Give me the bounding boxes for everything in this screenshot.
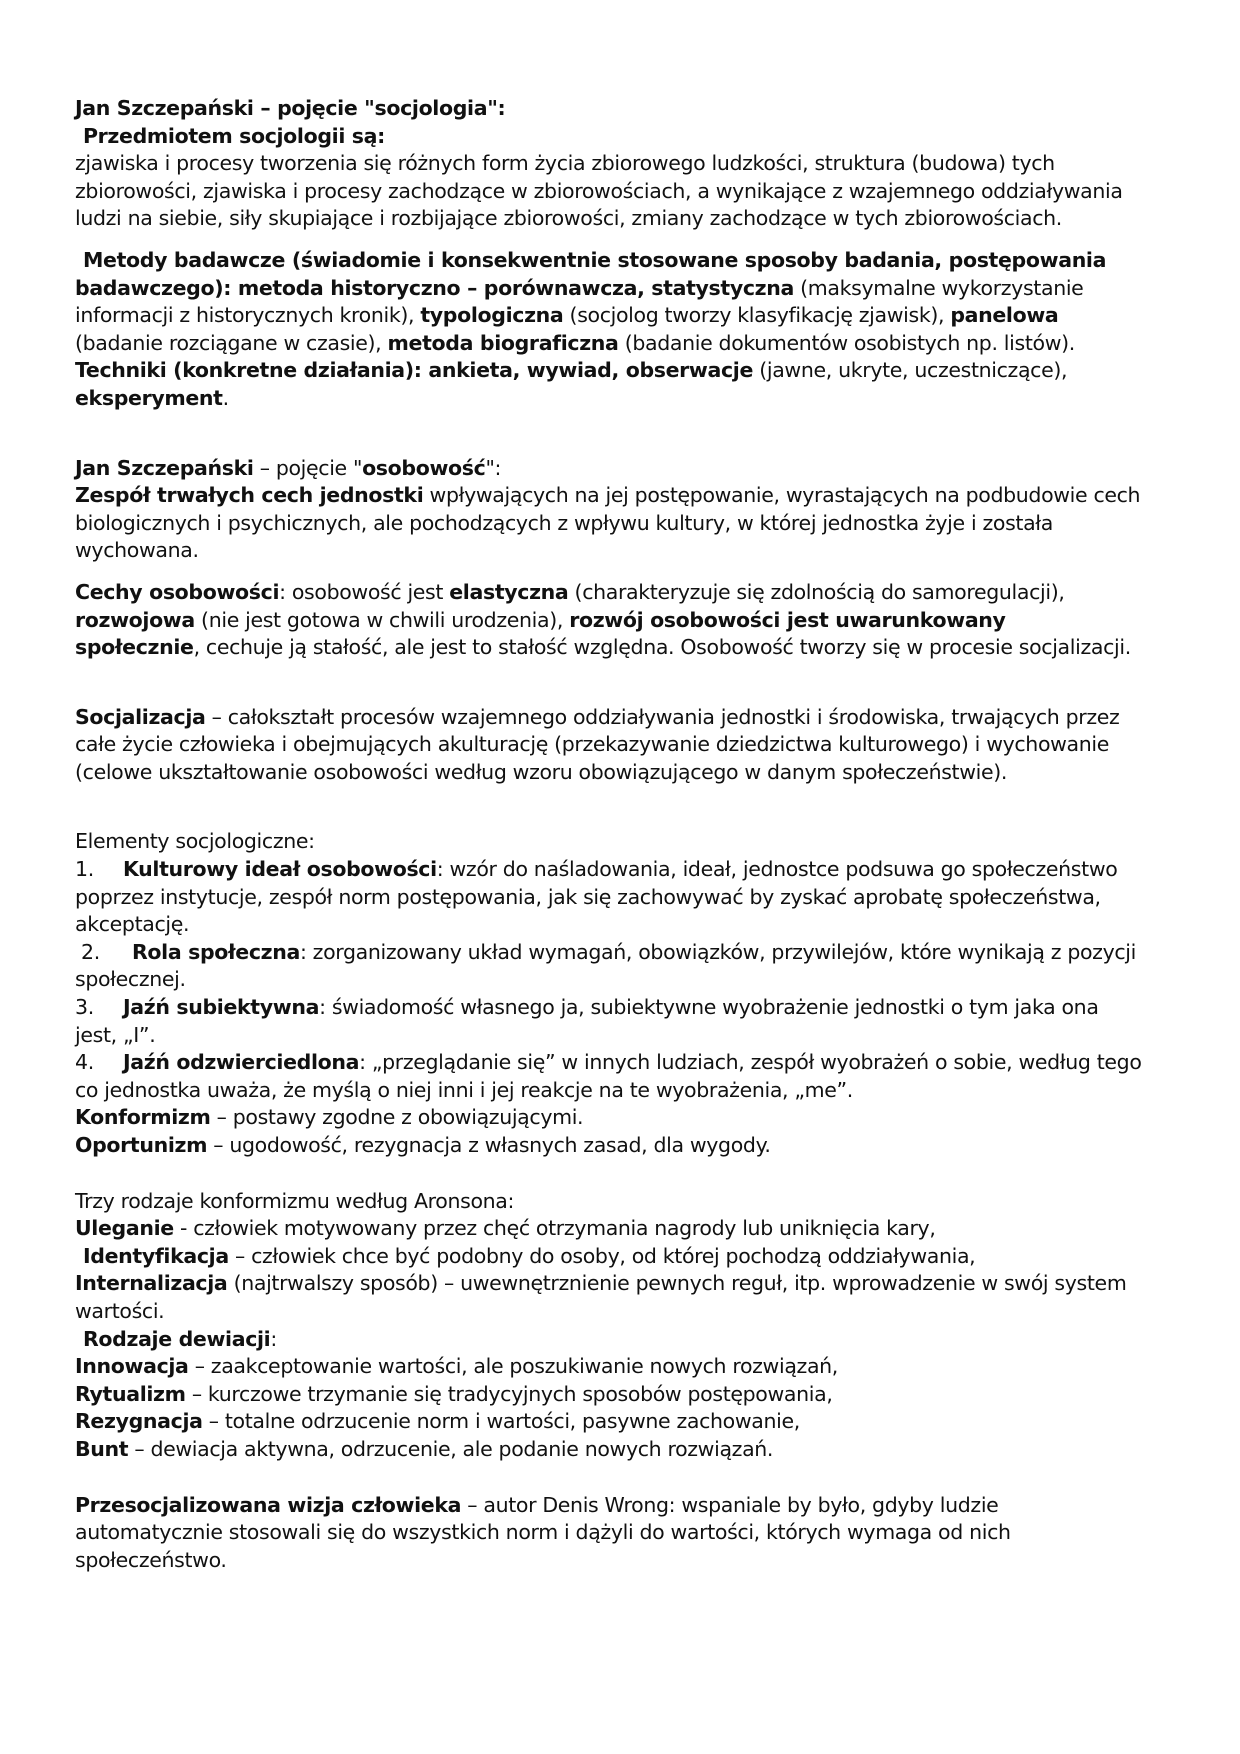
plain-text: : xyxy=(270,1326,277,1351)
paragraph-line: akceptację. xyxy=(75,912,190,937)
plain-text: – człowiek chce być podobny do osoby, od której pochodzą oddziaływania, xyxy=(228,1243,976,1268)
paragraph-line xyxy=(75,1492,1175,1520)
plain-text: : zorganizowany układ wymagań, obowiązków, przywilejów, które wynikają z pozycji xyxy=(299,939,1136,964)
plain-text: ": xyxy=(485,455,502,480)
plain-text: : osobowość jest xyxy=(279,579,450,604)
plain-text: : świadomość własnego ja, subiektywne wyobrażenie jednostki o tym jaka ona xyxy=(319,995,1099,1020)
bold-term: społecznie xyxy=(75,635,194,660)
plain-text: (badanie dokumentów osobistych np. listów). xyxy=(618,330,1075,355)
paragraph-line xyxy=(75,302,1175,330)
bold-term: rozwojowa xyxy=(75,607,195,632)
paragraph-line xyxy=(75,330,1175,358)
plain-text: – pojęcie " xyxy=(253,455,363,480)
list-number: 3. xyxy=(75,995,94,1020)
subject-heading: Przedmiotem socjologii są: xyxy=(83,123,385,148)
section-konformizm xyxy=(75,1188,1175,1464)
paragraph-line xyxy=(75,634,1175,662)
paragraph-line xyxy=(75,1326,1175,1354)
bold-term: Uleganie xyxy=(75,1216,174,1241)
list-number: 4. xyxy=(75,1050,94,1075)
bold-term: Internalizacja xyxy=(75,1271,228,1296)
paragraph-line: społeczeństwo. xyxy=(75,1547,227,1572)
plain-text: (jawne, ukryte, uczestniczące), xyxy=(753,358,1068,383)
bold-term: Rytualizm xyxy=(75,1381,186,1406)
section-heading: Elementy socjologiczne: xyxy=(75,829,315,854)
paragraph-line xyxy=(75,1215,1175,1243)
plain-text: (charakteryzuje się zdolnością do samoregulacji), xyxy=(568,579,1065,604)
paragraph-line xyxy=(75,1381,1175,1409)
paragraph-line xyxy=(75,482,1175,510)
author-name: Jan Szczepański xyxy=(75,455,254,480)
section-cechy xyxy=(75,579,1175,662)
plain-text: – zaakceptowanie wartości, ale poszukiwanie nowych rozwiązań, xyxy=(188,1354,838,1379)
plain-text: (maksymalne wykorzystanie xyxy=(793,275,1084,300)
section-heading: Trzy rodzaje konformizmu według Aronsona: xyxy=(75,1188,515,1213)
plain-text: (badanie rozciągane w czasie), xyxy=(75,330,388,355)
plain-text: – całokształt procesów wzajemnego oddziaływania jednostki i środowiska, trwających przez xyxy=(205,704,1120,729)
author-name: Jan Szczepański xyxy=(75,96,254,120)
paragraph-line xyxy=(75,579,1175,607)
bold-term: Socjalizacja xyxy=(75,704,206,729)
section-title xyxy=(75,95,1175,123)
bold-term: Oportunizm xyxy=(75,1133,208,1157)
bold-term: elastyczna xyxy=(449,579,569,604)
paragraph-line: społecznej. xyxy=(75,967,186,992)
section-metody xyxy=(75,247,1175,413)
paragraph-line xyxy=(75,607,1175,635)
list-item xyxy=(75,939,1175,967)
paragraph-line xyxy=(75,1408,1175,1436)
section-socjalizacja xyxy=(75,704,1175,787)
bold-term: Jaźń subiektywna xyxy=(123,995,320,1020)
bold-term: Przesocjalizowana wizja człowieka xyxy=(75,1492,462,1517)
plain-text: . xyxy=(222,385,229,410)
bold-term: Techniki (konkretne działania): ankieta, wywiad, obserwacje xyxy=(75,358,754,383)
list-number: 1. xyxy=(75,857,94,882)
bold-term: Kulturowy ideał osobowości xyxy=(123,857,437,882)
paragraph-line xyxy=(75,1436,1175,1464)
bold-term: typologiczna xyxy=(420,303,564,328)
plain-text: informacji z historycznych kronik), xyxy=(75,303,421,328)
paragraph-line: (celowe ukształtowanie osobowości według wzoru obowiązującego w danym społeczeństwie). xyxy=(75,759,1008,784)
document-page xyxy=(75,95,1175,1574)
list-item xyxy=(75,856,1175,884)
list-item xyxy=(75,1049,1175,1077)
bold-term: Jaźń odzwierciedlona xyxy=(123,1050,360,1075)
paragraph-line xyxy=(75,385,1175,413)
bold-term: rozwój osobowości jest uwarunkowany xyxy=(569,607,1006,632)
plain-text: – ugodowość, rezygnacja z własnych zasad, dla wygody. xyxy=(207,1133,771,1157)
section-przesocjalizowana xyxy=(75,1492,1175,1575)
plain-text: – postawy zgodne z obowiązującymi. xyxy=(210,1105,584,1130)
plain-text: : wzór do naśladowania, ideał, jednostce podsuwa go społeczeństwo xyxy=(436,857,1118,882)
bold-term: metoda biograficzna xyxy=(387,330,619,355)
paragraph-line xyxy=(75,1132,1175,1160)
paragraph-line xyxy=(75,275,1175,303)
bold-term: Rezygnacja xyxy=(75,1409,203,1434)
paragraph-line xyxy=(75,1104,1175,1132)
paragraph-line: automatycznie stosowali się do wszystkich norm i dążyli do wartości, których wymaga od nich xyxy=(75,1520,1011,1545)
plain-text: (najtrwalszy sposób) – uwewnętrznienie pewnych reguł, itp. wprowadzenie w swój system xyxy=(227,1271,1127,1296)
paragraph-line: wychowana. xyxy=(75,538,199,563)
paragraph-line: jest, „I”. xyxy=(75,1022,156,1047)
bold-term: osobowość xyxy=(362,455,486,480)
title-rest: – pojęcie "socjologia": xyxy=(253,96,506,120)
list-item xyxy=(75,994,1175,1022)
paragraph-line: zbiorowości, zjawiska i procesy zachodzące w zbiorowościach, a wynikające z wzajemnego oddziaływania xyxy=(75,178,1123,203)
bold-term: Konformizm xyxy=(75,1105,211,1130)
section-title xyxy=(75,455,1175,483)
section-socjologia xyxy=(75,95,1175,233)
paragraph-line xyxy=(75,1353,1175,1381)
methods-heading: Metody badawcze (świadomie i konsekwentnie stosowane sposoby badania, postępowania xyxy=(83,247,1107,272)
section-elementy xyxy=(75,828,1175,1159)
paragraph-line: poprzez instytucje, zespół norm postępowania, jak się zachowywać by zyskać aprobatę społeczeństwa, xyxy=(75,884,1101,909)
plain-text: – autor Denis Wrong: wspaniale by było, gdyby ludzie xyxy=(461,1492,999,1517)
paragraph-line: ludzi na siebie, siły skupiające i rozbijające zbiorowości, zmiany zachodzące w tych zbiorowościach. xyxy=(75,206,1062,231)
plain-text: – dewiacja aktywna, odrzucenie, ale podanie nowych rozwiązań. xyxy=(128,1436,774,1461)
paragraph-line: zjawiska i procesy tworzenia się różnych form życia zbiorowego ludzkości, struktura (budowa) tych xyxy=(75,151,1055,176)
plain-text: - człowiek motywowany przez chęć otrzymania nagrody lub uniknięcia kary, xyxy=(173,1216,936,1241)
paragraph-line xyxy=(75,704,1175,732)
list-number: 2. xyxy=(81,939,100,964)
paragraph-line xyxy=(75,1270,1175,1298)
paragraph-line: co jednostka uważa, że myślą o niej inni i jej reakcje na te wyobrażenia, „me”. xyxy=(75,1077,853,1102)
plain-text: (socjolog tworzy klasyfikację zjawisk), xyxy=(563,303,951,328)
bold-term: Rodzaje dewiacji xyxy=(83,1326,271,1351)
paragraph-line: biologicznych i psychicznych, ale pochodzących z wpływu kultury, w której jednostka żyje i została xyxy=(75,510,1053,535)
bold-term: Innowacja xyxy=(75,1354,189,1379)
plain-text: : „przeglądanie się” w innych ludziach, zespół wyobrażeń o sobie, według tego xyxy=(359,1050,1142,1075)
paragraph-line xyxy=(75,1243,1175,1271)
bold-term: panelowa xyxy=(950,303,1059,328)
bold-term: Cechy osobowości xyxy=(75,579,280,604)
section-osobowosc xyxy=(75,455,1175,565)
plain-text: – kurczowe trzymanie się tradycyjnych sposobów postępowania, xyxy=(185,1381,833,1406)
paragraph-line: całe życie człowieka i obejmujących akulturację (przekazywanie dziedzictwa kulturowego) i wychowanie xyxy=(75,732,1110,757)
bold-term: Rola społeczna xyxy=(132,939,300,964)
paragraph-line xyxy=(75,357,1175,385)
plain-text: (nie jest gotowa w chwili urodzenia), xyxy=(194,607,570,632)
plain-text: – totalne odrzucenie norm i wartości, pasywne zachowanie, xyxy=(202,1409,800,1434)
bold-term: Bunt xyxy=(75,1436,129,1461)
plain-text: , cechuje ją stałość, ale jest to stałość względna. Osobowość tworzy się w procesie socjalizacji. xyxy=(193,635,1131,660)
paragraph-line: wartości. xyxy=(75,1298,165,1323)
bold-term: Zespół trwałych cech jednostki xyxy=(75,483,424,508)
bold-term: eksperyment xyxy=(75,385,223,410)
bold-term: Identyfikacja xyxy=(83,1243,229,1268)
plain-text: wpływających na jej postępowanie, wyrastających na podbudowie cech xyxy=(423,483,1141,508)
bold-term: badawczego): metoda historyczno – porównawcza, statystyczna xyxy=(75,275,794,300)
